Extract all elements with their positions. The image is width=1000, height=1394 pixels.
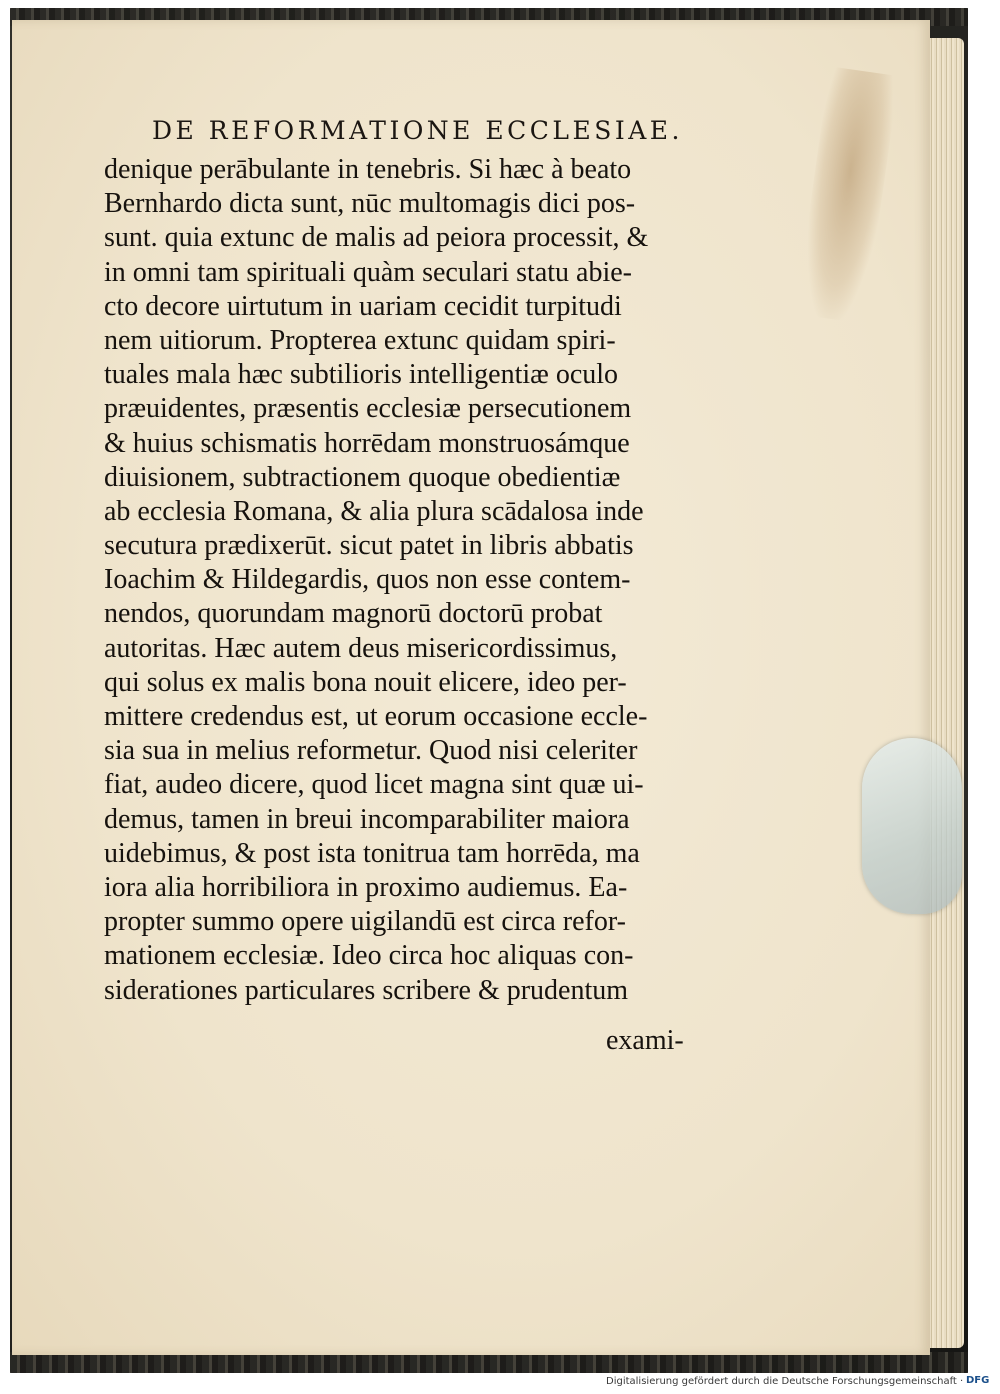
text-line: diuisionem, subtractionem quoque obedientiæ bbox=[104, 461, 621, 493]
text-line: & huius schismatis horrēdam monstruosámque bbox=[104, 427, 630, 459]
text-line: secutura prædixerūt. sicut patet in libris abbatis bbox=[104, 530, 634, 562]
catchword: exami- bbox=[606, 1025, 684, 1056]
text-line: fiat, audeo dicere, quod licet magna sint quæ ui- bbox=[104, 769, 644, 801]
page-clip bbox=[862, 738, 962, 914]
text-line: sia sua in melius reformetur. Quod nisi celeriter bbox=[104, 735, 638, 767]
text-line: præuidentes, præsentis ecclesiæ persecutionem bbox=[104, 393, 632, 425]
body-text bbox=[104, 153, 724, 1008]
digitization-credit: Digitalisierung gefördert durch die Deutsche Forschungsgemeinschaft · bbox=[606, 1376, 964, 1387]
text-line: tuales mala hæc subtilioris intelligentiæ oculo bbox=[104, 359, 619, 391]
text-line: mationem ecclesiæ. Ideo circa hoc aliquas con- bbox=[104, 940, 634, 972]
text-line: cto decore uirtutum in uariam cecidit turpitudi bbox=[104, 290, 622, 322]
text-line: ab ecclesia Romana, & alia plura scādalosa inde bbox=[104, 495, 644, 527]
page-edges bbox=[924, 38, 964, 1348]
running-head: DE REFORMATIONE ECCLESIAE. bbox=[152, 116, 683, 145]
text-line: siderationes particulares scribere & prudentum bbox=[104, 974, 629, 1006]
text-line: uidebimus, & post ista tonitrua tam horrēda, ma bbox=[104, 837, 640, 869]
text-line: Ioachim & Hildegardis, quos non esse contem- bbox=[104, 564, 631, 596]
text-line: nendos, quorundam magnorū doctorū probat bbox=[104, 598, 603, 630]
text-line: sunt. quia extunc de malis ad peiora processit, & bbox=[104, 222, 649, 254]
text-line: propter summo opere uigilandū est circa refor- bbox=[104, 906, 626, 938]
text-line: iora alia horribiliora in proximo audiemus. Ea- bbox=[104, 871, 628, 903]
text-line: denique perābulante in tenebris. Si hæc à beato bbox=[104, 154, 632, 185]
page-stain bbox=[795, 66, 899, 323]
text-line: autoritas. Hæc autem deus misericordissimus, bbox=[104, 632, 618, 664]
text-line: in omni tam spirituali quàm seculari statu abie- bbox=[104, 256, 632, 288]
text-line: Bernhardo dicta sunt, nūc multomagis dici pos- bbox=[104, 188, 636, 220]
dfg-logo: DFG bbox=[966, 1375, 990, 1386]
text-line: demus, tamen in breui incomparabiliter maiora bbox=[104, 803, 630, 835]
cover-edge-bottom bbox=[10, 1352, 968, 1373]
text-line: mittere credendus est, ut eorum occasione eccle- bbox=[104, 701, 648, 732]
text-line: nem uitiorum. Propterea extunc quidam spiri- bbox=[104, 324, 616, 356]
text-line: qui solus ex malis bona nouit elicere, ideo per- bbox=[104, 666, 627, 698]
